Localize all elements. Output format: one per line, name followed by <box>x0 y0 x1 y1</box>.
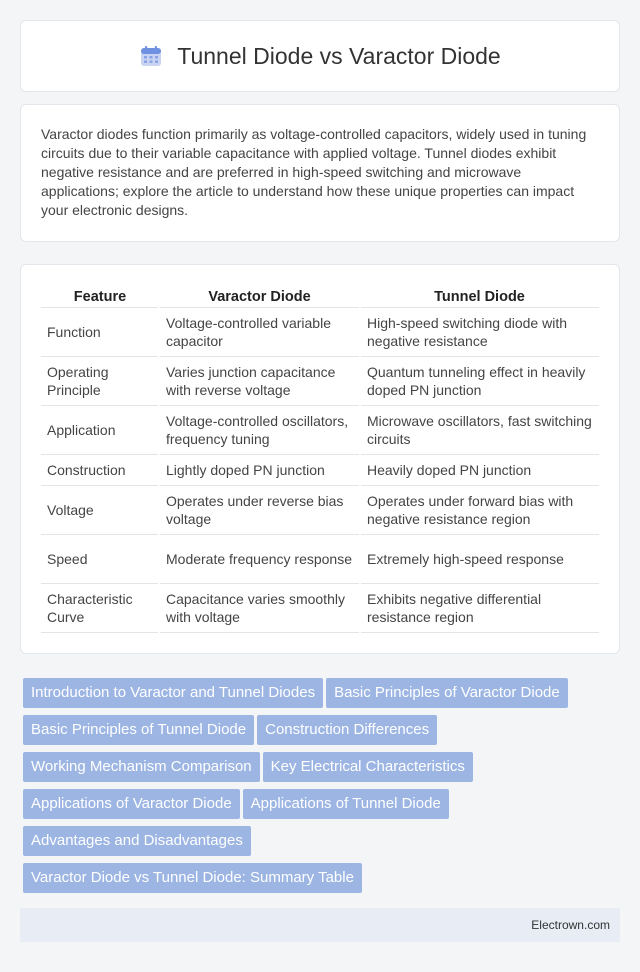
table-cell: Construction <box>41 454 159 485</box>
table-cell: Varies junction capacitance with reverse voltage <box>159 356 360 405</box>
table-cell: Operating Principle <box>41 356 159 405</box>
table-row <box>41 583 599 632</box>
table-row <box>41 454 599 485</box>
table-row <box>41 485 599 534</box>
table-cell: Capacitance varies smoothly with voltage <box>159 583 360 632</box>
intro-card <box>20 104 620 242</box>
topic-tags <box>23 678 623 900</box>
table-cell: Microwave oscillators, fast switching circuits <box>360 405 599 454</box>
tag-advantages[interactable]: Advantages and Disadvantages <box>23 826 251 856</box>
tag-construction[interactable]: Construction Differences <box>257 715 437 745</box>
tag-electrical-characteristics[interactable]: Key Electrical Characteristics <box>263 752 473 782</box>
table-cell: Speed <box>41 534 159 583</box>
table-cell: Voltage <box>41 485 159 534</box>
table-cell: Exhibits negative differential resistance region <box>360 583 599 632</box>
intro-text: Varactor diodes function primarily as voltage-controlled capacitors, widely used in tuning circuits due to their variable capacitance with applied voltage. Tunnel diodes exhibit negative resistance and are preferred in high-speed switching and microwave applications; explore the article to understand how these unique properties can impact your electronic designs. <box>41 126 587 218</box>
header-feature: Feature <box>41 285 159 307</box>
table-header-row <box>41 285 599 307</box>
table-cell: Characteristic Curve <box>41 583 159 632</box>
table-cell: Quantum tunneling effect in heavily doped PN junction <box>360 356 599 405</box>
header-tunnel: Tunnel Diode <box>360 285 599 307</box>
tag-introduction[interactable]: Introduction to Varactor and Tunnel Diodes <box>23 678 323 708</box>
tag-tunnel-applications[interactable]: Applications of Tunnel Diode <box>243 789 449 819</box>
comparison-table <box>41 285 599 633</box>
table-cell: High-speed switching diode with negative resistance <box>360 307 599 356</box>
comparison-table-card <box>20 264 620 654</box>
table-cell: Application <box>41 405 159 454</box>
tag-working-mechanism[interactable]: Working Mechanism Comparison <box>23 752 260 782</box>
calendar-icon <box>139 44 163 68</box>
footer-site-link[interactable]: Electrown.com <box>531 918 610 932</box>
table-cell: Heavily doped PN junction <box>360 454 599 485</box>
page-title: Tunnel Diode vs Varactor Diode <box>177 42 501 69</box>
footer <box>20 908 620 942</box>
table-row <box>41 405 599 454</box>
table-cell: Moderate frequency response <box>159 534 360 583</box>
tag-varactor-applications[interactable]: Applications of Varactor Diode <box>23 789 240 819</box>
header-varactor: Varactor Diode <box>159 285 360 307</box>
table-row <box>41 307 599 356</box>
tag-tunnel-principles[interactable]: Basic Principles of Tunnel Diode <box>23 715 254 745</box>
title-card <box>20 20 620 92</box>
table-cell: Lightly doped PN junction <box>159 454 360 485</box>
table-cell: Voltage-controlled oscillators, frequency tuning <box>159 405 360 454</box>
table-cell: Extremely high-speed response <box>360 534 599 583</box>
table-cell: Function <box>41 307 159 356</box>
table-row <box>41 534 599 583</box>
tag-summary-table[interactable]: Varactor Diode vs Tunnel Diode: Summary Table <box>23 863 362 893</box>
table-cell: Operates under reverse bias voltage <box>159 485 360 534</box>
table-cell: Voltage-controlled variable capacitor <box>159 307 360 356</box>
table-cell: Operates under forward bias with negative resistance region <box>360 485 599 534</box>
tag-varactor-principles[interactable]: Basic Principles of Varactor Diode <box>326 678 568 708</box>
table-row <box>41 356 599 405</box>
